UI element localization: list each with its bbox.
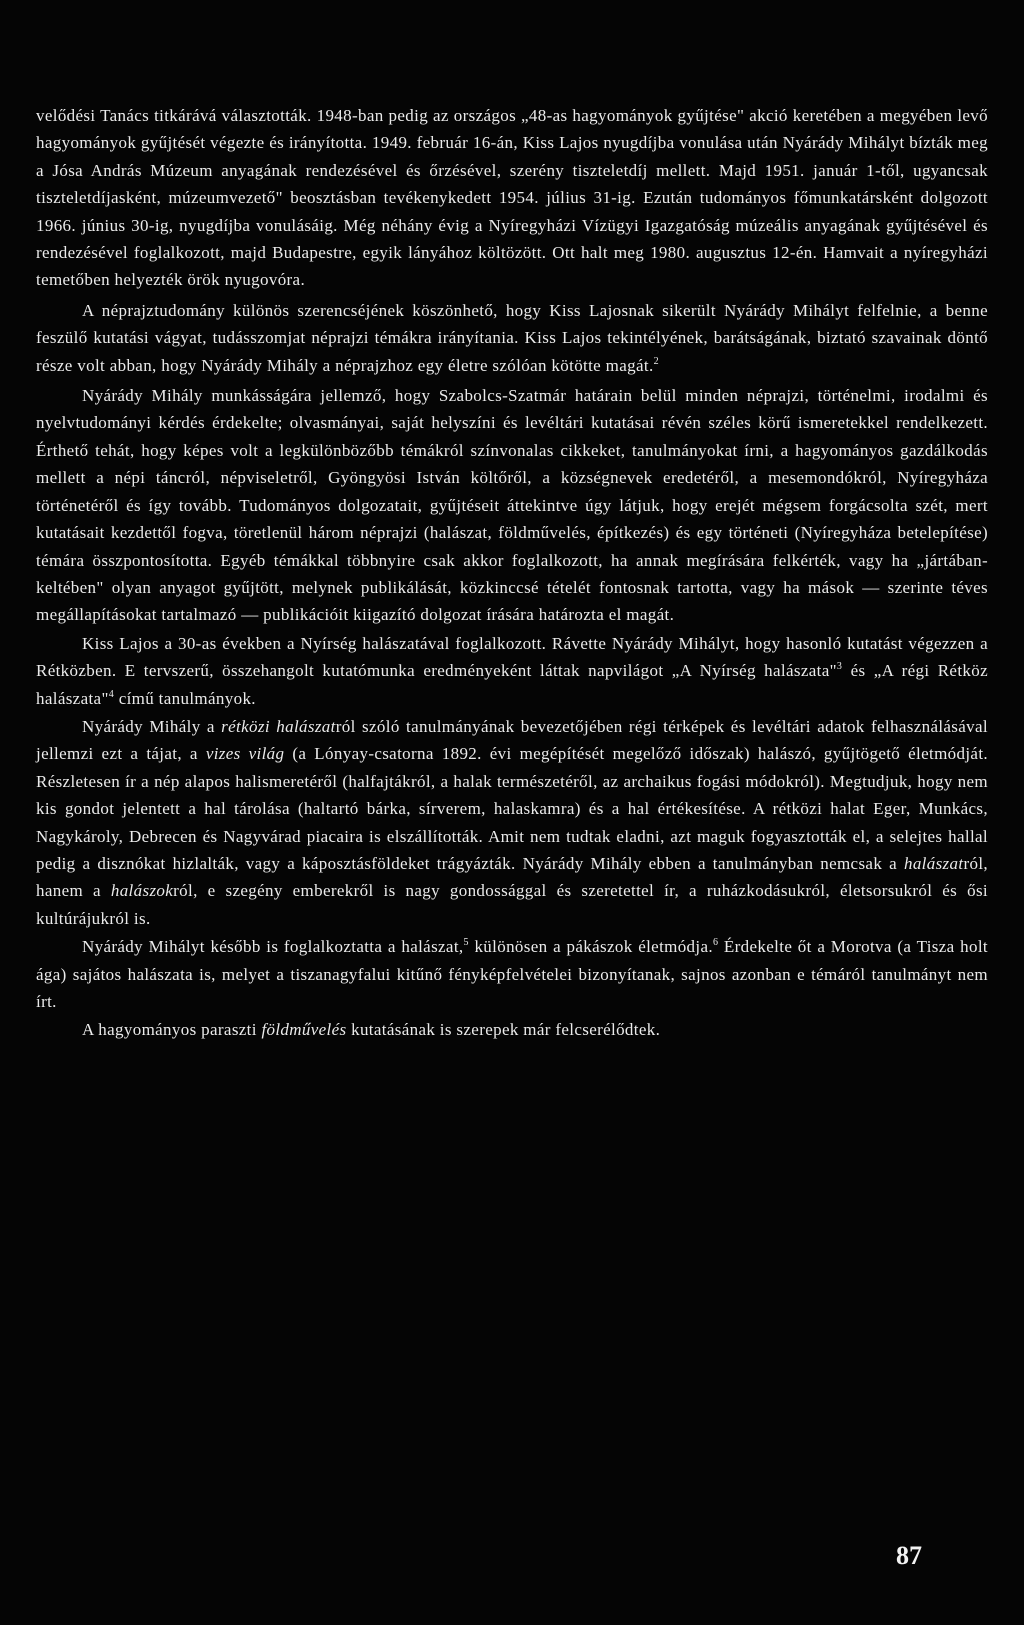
italic-term: vizes világ (205, 744, 285, 764)
footnote-ref: 2 (653, 355, 659, 367)
page-number: 87 (896, 1541, 922, 1570)
paragraph (36, 297, 988, 379)
text-run: és „A régi Rétköz halászata" (36, 661, 988, 708)
paragraph (36, 102, 988, 294)
paragraph (36, 713, 988, 932)
text-run: Kiss Lajos a 30-as években a Nyírség halászatával foglalkozott. Rávette Nyárády Mihályt, hogy hasonló kutatást végezzen a Rétközben. E tervszerű, összehangolt kutatómunka eredményeként láttak napvilágot „A Nyírség halászata" (36, 633, 988, 681)
footnote-ref: 3 (836, 661, 843, 673)
text-run: velődési Tanács titkárává választották. 1948-ban pedig az országos „48-as hagyományok gyűjtése" akció keretében a megyében levő hagyományok gyűjtését végezte és irányította. 1949. február 16-án, Kiss Lajos nyugdíjba vonulása után Nyárády Mihályt bízták meg a Jósa András Múzeum anyagának rendezésével és őrzésével, szerény tiszteletdíj mellett. Majd 1951. január 1-től, ugyancsak tiszteletdíjasként, múzeumvezető" beosztásban tevékenykedett 1954. július 31-ig. Ezután tudományos főmunkatársként dolgozott 1966. június 30-ig, nyugdíjba vonulásáig. Még néhány évig a Nyíregyházi Vízügyi Igazgatóság múzeális anyagának gyűjtésével és rendezésével foglalkozott, majd Budapestre, egyik lányához költözött. Ott halt meg 1980. augusztus 12-én. Hamvait a nyíregyházi temetőben helyezték örök nyugovóra. (36, 106, 988, 290)
text-run: Nyárády Mihály a (82, 716, 222, 736)
text-run: Nyárády Mihályt később is foglalkoztatta a halászat, (82, 937, 464, 957)
text-run: ról szóló tanulmányának bevezetőjében régi térképek és levéltári adatok felhasználásával jellemzi ezt a tájat, a (36, 716, 988, 764)
text-run: (a Lónyay-csatorna 1892. évi megépítését megelőző időszak) halászó, gyűjtögető életmódját. Részletesen ír a nép alapos halismeretéről (halfajtákról, a halak természetéről, az archaikus fogási módokról). Megtudjuk, hogy nem kis gondot jelentett a hal tárolása (haltartó bárka, sírverem, halaskamra) és a hal értékesítése. A rétközi halat Eger, Munkács, Nagykároly, Debrecen és Nagyvárad piacaira is elszállították. Amit nem tudtak eladni, azt maguk fogyasztották el, a selejtes hallal pedig a disznókat hizlalták, vagy a káposztásföldeket trágyázták. Nyárády Mihály ebben a tanulmányban nemcsak a (36, 744, 988, 873)
footnote-ref: 5 (463, 937, 469, 949)
italic-term: halászok (110, 881, 174, 901)
paragraph (36, 933, 988, 1015)
text-run: című tanulmányok. (114, 688, 256, 708)
text-run: ról, e szegény emberekről is nagy gondossággal és szeretettel ír, a ruházkodásukról, életsorsukról és ősi kultúrájukról is. (36, 881, 988, 928)
footnote-ref: 4 (108, 688, 115, 700)
text-run: kutatásának is szerepek már felcserélődtek. (346, 1020, 661, 1040)
paragraph (36, 1016, 988, 1043)
paragraph (36, 382, 988, 629)
text-run: Érdekelte őt a Morotva (a Tisza holt ága) sajátos halászata is, melyet a tiszanagyfalui kitűnő fényképfelvételei bizonyítanak, sajnos azonban e témáról tanulmányt nem írt. (36, 937, 988, 1011)
italic-term: rétközi halászat (221, 716, 336, 736)
text-run: A néprajztudomány különös szerencséjének köszönhető, hogy Kiss Lajosnak sikerült Nyárády Mihályt felfelnie, a benne feszülő kutatási vágyat, tudásszomjat néprajzi témákra irányítania. Kiss Lajos tekintélyének, barátságának, biztató szavainak döntő része volt abban, hogy Nyárády Mihály a néprajzhoz egy életre szólóan kötötte magát. (36, 300, 988, 375)
text-run: ról, hanem a (36, 853, 988, 901)
body-text (36, 102, 988, 1044)
footnote-ref: 6 (712, 937, 719, 949)
text-run: Nyárády Mihály munkásságára jellemző, hogy Szabolcs-Szatmár határain belül minden néprajzi, történelmi, irodalmi és nyelvtudományi kérdés érdekelte; olvasmányai, saját helyszíni és levéltári kutatásai révén széles körű ismeretekkel rendelkezett. Érthető tehát, hogy képes volt a legkülönbözőbb témákról színvonalas cikkeket, tanulmányokat írni, a hagyományos gazdálkodás mellett a népi táncról, népviseletről, Gyöngyösi István költőről, a községnevek eredetéről, a mesemondókról, Nyíregyháza történetéről és így tovább. Tudományos dolgozatait, gyűjtéseit áttekintve úgy látjuk, hogy erejét mégsem forgácsolta szét, mert kutatásait kezdettől fogva, töretlenül három néprajzi (halászat, földművelés, építkezés) és egy történeti (Nyíregyháza betelepítése) témára összpontosította. Egyéb témákkal többnyire csak akkor foglalkozott, ha annak megírására felkérték, vagy ha „jártában-keltében" olyan anyagot gyűjtött, melynek publikálását, közkinccsé tételét fontosnak tartotta, vagy ha mások — szerinte téves megállapításokat tartalmazó — publikációit kiigazító dolgozat írására határozta el magát. (36, 386, 988, 625)
italic-term: halászat (903, 853, 964, 873)
italic-term: földművelés (261, 1020, 347, 1040)
text-run: különösen a pákászok életmódja. (468, 937, 713, 957)
text-run: A hagyományos paraszti (82, 1020, 262, 1040)
paragraph (36, 630, 988, 712)
